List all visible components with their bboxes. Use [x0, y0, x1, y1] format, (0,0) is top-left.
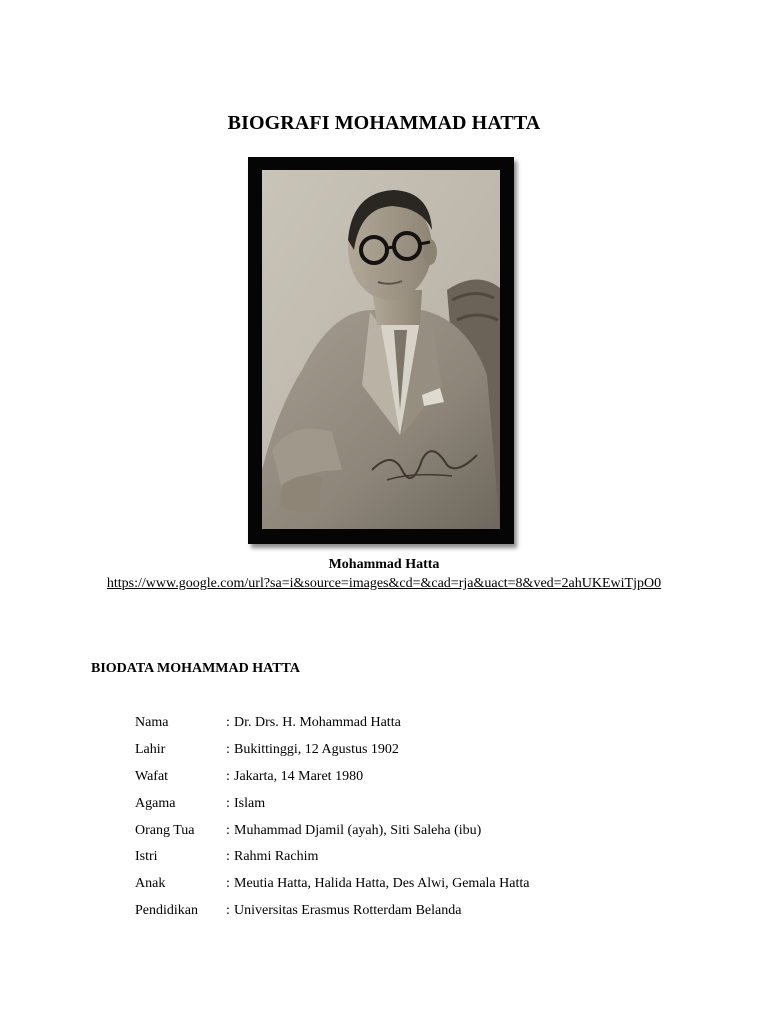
biodata-separator: : [226, 822, 230, 838]
biodata-separator: : [226, 902, 230, 918]
biodata-label: Anak [135, 876, 166, 892]
biodata-table [135, 710, 695, 924]
biodata-label: Istri [135, 849, 158, 865]
biodata-value: Rahmi Rachim [234, 849, 319, 865]
biodata-label: Agama [135, 795, 176, 811]
portrait-photo [262, 170, 500, 529]
biodata-value: Muhammad Djamil (ayah), Siti Saleha (ibu) [234, 822, 482, 838]
biodata-separator: : [226, 768, 230, 784]
biodata-value: Dr. Drs. H. Mohammad Hatta [234, 715, 401, 731]
biodata-value: Universitas Erasmus Rotterdam Belanda [234, 902, 462, 918]
biodata-value: Meutia Hatta, Halida Hatta, Des Alwi, Gemala Hatta [234, 876, 530, 892]
photo-source-link[interactable]: https://www.google.com/url?sa=i&source=images&cd=&cad=rja&uact=8&ved=2ahUKEwiTjpO0 [106, 576, 662, 591]
biodata-separator: : [226, 876, 230, 892]
biodata-label: Orang Tua [135, 822, 195, 838]
biodata-label: Wafat [135, 768, 169, 784]
biodata-row-wafat [135, 764, 695, 791]
biodata-row-pendidikan [135, 898, 695, 925]
biodata-row-agama [135, 790, 695, 817]
biodata-separator: : [226, 715, 230, 731]
biodata-label: Lahir [135, 742, 166, 758]
biodata-value: Bukittinggi, 12 Agustus 1902 [234, 742, 399, 758]
biodata-row-nama [135, 710, 695, 737]
portrait-frame [248, 157, 514, 544]
photo-caption-name: Mohammad Hatta [328, 557, 440, 572]
biodata-row-anak [135, 871, 695, 898]
biodata-row-istri [135, 844, 695, 871]
page-title: BIOGRAFI MOHAMMAD HATTA [227, 112, 541, 134]
biodata-heading: BIODATA MOHAMMAD HATTA [91, 661, 300, 676]
biodata-value: Jakarta, 14 Maret 1980 [234, 768, 364, 784]
biodata-label: Pendidikan [135, 902, 198, 918]
biodata-label: Nama [135, 715, 169, 731]
biodata-value: Islam [234, 795, 266, 811]
biodata-separator: : [226, 742, 230, 758]
biodata-separator: : [226, 795, 230, 811]
biodata-row-lahir [135, 737, 695, 764]
biodata-row-orang-tua [135, 817, 695, 844]
portrait-image [262, 170, 500, 529]
biodata-separator: : [226, 849, 230, 865]
